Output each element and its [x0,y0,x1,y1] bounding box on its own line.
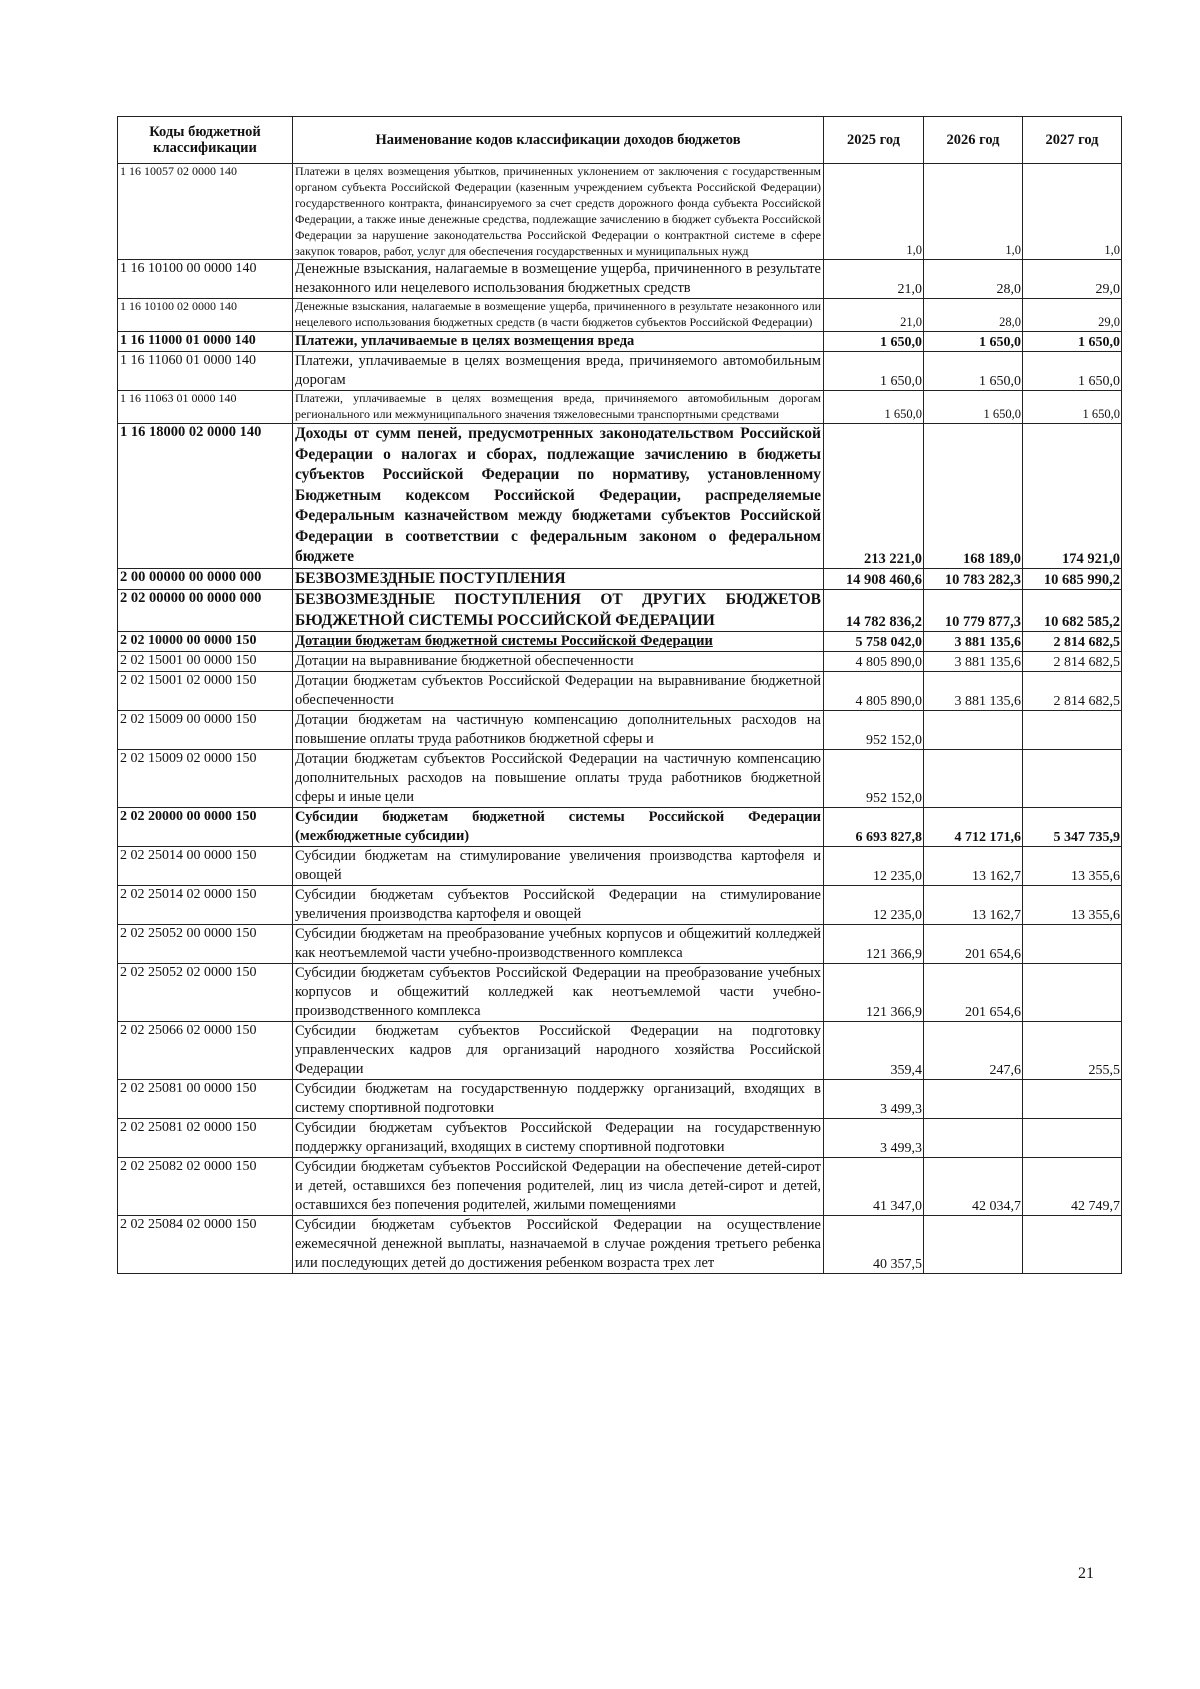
value-2027-cell [1023,1216,1122,1274]
value-2025-cell: 1 650,0 [824,332,924,352]
name-cell: Дотации бюджетам субъектов Российской Федерации на частичную компенсацию дополнительных расходов на повышение оплаты труда работников бюджетной сферы и иные цели [293,750,824,808]
value-2025-cell: 14 908 460,6 [824,568,924,590]
name-cell: Субсидии бюджетам субъектов Российской Федерации на преобразование учебных корпусов и общежитий колледжей как неотъемлемой части учебно-производственного комплекса [293,964,824,1022]
table-row [118,1080,1122,1119]
code-cell: 1 16 10057 02 0000 140 [118,164,293,260]
code-cell: 2 02 25081 00 0000 150 [118,1080,293,1119]
budget-revenue-table [117,116,1122,1274]
table-row [118,925,1122,964]
value-2027-cell: 1 650,0 [1023,332,1122,352]
name-cell: Платежи, уплачиваемые в целях возмещения вреда [293,332,824,352]
code-cell: 2 02 25014 02 0000 150 [118,886,293,925]
name-cell: Дотации бюджетам субъектов Российской Федерации на выравнивание бюджетной обеспеченности [293,672,824,711]
value-2027-cell: 13 355,6 [1023,886,1122,925]
code-cell: 2 02 00000 00 0000 000 [118,590,293,632]
budget-revenue-table-sheet [117,116,1121,1274]
value-2025-cell: 1 650,0 [824,352,924,391]
value-2027-cell: 10 682 585,2 [1023,590,1122,632]
value-2027-cell: 10 685 990,2 [1023,568,1122,590]
value-2025-cell: 6 693 827,8 [824,808,924,847]
value-2025-cell: 12 235,0 [824,847,924,886]
value-2025-cell: 21,0 [824,299,924,332]
table-row [118,847,1122,886]
table-row [118,1119,1122,1158]
value-2026-cell: 201 654,6 [924,925,1023,964]
code-cell: 2 02 15001 00 0000 150 [118,652,293,672]
code-cell: 1 16 18000 02 0000 140 [118,424,293,569]
code-cell: 2 02 20000 00 0000 150 [118,808,293,847]
value-2026-cell: 1 650,0 [924,352,1023,391]
name-cell: БЕЗВОЗМЕЗДНЫЕ ПОСТУПЛЕНИЯ [293,568,824,590]
name-cell: БЕЗВОЗМЕЗДНЫЕ ПОСТУПЛЕНИЯ ОТ ДРУГИХ БЮДЖЕТОВ БЮДЖЕТНОЙ СИСТЕМЫ РОССИЙСКОЙ ФЕДЕРАЦИИ [293,590,824,632]
value-2027-cell: 13 355,6 [1023,847,1122,886]
name-cell: Субсидии бюджетам на преобразование учебных корпусов и общежитий колледжей как неотъемлемой части учебно-производственного комплекса [293,925,824,964]
value-2026-cell: 13 162,7 [924,886,1023,925]
table-row [118,590,1122,632]
table-row [118,808,1122,847]
value-2025-cell: 21,0 [824,260,924,299]
value-2026-cell: 10 783 282,3 [924,568,1023,590]
value-2025-cell: 359,4 [824,1022,924,1080]
value-2026-cell: 168 189,0 [924,424,1023,569]
value-2027-cell: 29,0 [1023,299,1122,332]
value-2027-cell: 255,5 [1023,1022,1122,1080]
value-2025-cell: 213 221,0 [824,424,924,569]
value-2025-cell: 12 235,0 [824,886,924,925]
value-2025-cell: 3 499,3 [824,1080,924,1119]
value-2027-cell: 5 347 735,9 [1023,808,1122,847]
table-row [118,711,1122,750]
code-cell: 1 16 11060 01 0000 140 [118,352,293,391]
page-number: 21 [1078,1565,1094,1582]
value-2025-cell: 41 347,0 [824,1158,924,1216]
value-2026-cell [924,1119,1023,1158]
name-cell: Платежи, уплачиваемые в целях возмещения вреда, причиняемого автомобильным дорогам [293,352,824,391]
table-row [118,352,1122,391]
value-2025-cell: 5 758 042,0 [824,632,924,652]
value-2026-cell [924,750,1023,808]
value-2026-cell: 1 650,0 [924,332,1023,352]
code-cell: 1 16 10100 00 0000 140 [118,260,293,299]
header-code: Коды бюджетной классификации [118,117,293,164]
code-cell: 2 02 25082 02 0000 150 [118,1158,293,1216]
value-2026-cell [924,1216,1023,1274]
table-row [118,391,1122,424]
value-2027-cell: 1 650,0 [1023,352,1122,391]
code-cell: 1 16 11000 01 0000 140 [118,332,293,352]
table-row [118,672,1122,711]
name-cell: Субсидии бюджетам на государственную поддержку организаций, входящих в систему спортивной подготовки [293,1080,824,1119]
value-2025-cell: 121 366,9 [824,925,924,964]
value-2026-cell: 1 650,0 [924,391,1023,424]
name-cell: Субсидии бюджетам на стимулирование увеличения производства картофеля и овощей [293,847,824,886]
value-2027-cell [1023,750,1122,808]
name-cell: Субсидии бюджетам субъектов Российской Федерации на подготовку управленческих кадров для организаций народного хозяйства Российской Федерации [293,1022,824,1080]
code-cell: 2 02 25084 02 0000 150 [118,1216,293,1274]
value-2025-cell: 1,0 [824,164,924,260]
name-cell: Дотации бюджетам бюджетной системы Российской Федерации [293,632,824,652]
table-row [118,332,1122,352]
value-2025-cell: 952 152,0 [824,711,924,750]
name-cell: Субсидии бюджетам субъектов Российской Федерации на осуществление ежемесячной денежной выплаты, назначаемой в случае рождения третьего ребенка или последующих детей до достижения ребенком возраста трех лет [293,1216,824,1274]
code-cell: 2 02 10000 00 0000 150 [118,632,293,652]
table-row [118,568,1122,590]
value-2025-cell: 3 499,3 [824,1119,924,1158]
table-row [118,964,1122,1022]
table-row [118,652,1122,672]
value-2026-cell: 28,0 [924,260,1023,299]
table-row [118,424,1122,569]
code-cell: 2 02 25081 02 0000 150 [118,1119,293,1158]
code-cell: 2 02 15009 02 0000 150 [118,750,293,808]
table-row [118,1158,1122,1216]
value-2025-cell: 4 805 890,0 [824,672,924,711]
value-2027-cell [1023,711,1122,750]
value-2027-cell: 1,0 [1023,164,1122,260]
value-2025-cell: 14 782 836,2 [824,590,924,632]
table-row [118,260,1122,299]
value-2027-cell [1023,1080,1122,1119]
value-2025-cell: 952 152,0 [824,750,924,808]
value-2026-cell: 28,0 [924,299,1023,332]
name-cell: Дотации бюджетам на частичную компенсацию дополнительных расходов на повышение оплаты труда работников бюджетной сферы и [293,711,824,750]
header-name: Наименование кодов классификации доходов бюджетов [293,117,824,164]
name-cell: Доходы от сумм пеней, предусмотренных законодательством Российской Федерации о налогах и сборах, подлежащие зачислению в бюджеты субъектов Российской Федерации по нормативу, установленному Бюджетным кодексом Российской Федерации, распределяемые Федеральным казначейством между бюджетами субъектов Российской Федерации в соответствии с федеральным законом о федеральном бюджете [293,424,824,569]
value-2026-cell: 4 712 171,6 [924,808,1023,847]
value-2027-cell: 29,0 [1023,260,1122,299]
value-2027-cell: 2 814 682,5 [1023,632,1122,652]
value-2027-cell [1023,1119,1122,1158]
name-cell: Субсидии бюджетам субъектов Российской Федерации на государственную поддержку организаций, входящих в систему спортивной подготовки [293,1119,824,1158]
code-cell: 2 02 25014 00 0000 150 [118,847,293,886]
value-2027-cell: 2 814 682,5 [1023,672,1122,711]
value-2026-cell: 3 881 135,6 [924,672,1023,711]
header-2026: 2026 год [924,117,1023,164]
value-2026-cell: 1,0 [924,164,1023,260]
name-cell: Платежи в целях возмещения убытков, причиненных уклонением от заключения с государственным органом субъекта Российской Федерации (казенным учреждением субъекта Российской Федерации) государственного контракта, финансируемого за счет средств дорожного фонда субъекта Российской Федерации, а также иные денежные средства, подлежащие зачислению в бюджет субъекта Российской Федерации за нарушение законодательства Российской Федерации о контрактной системе в сфере закупок товаров, работ, услуг для обеспечения государственных и муниципальных нужд [293,164,824,260]
header-2025: 2025 год [824,117,924,164]
table-row [118,1216,1122,1274]
value-2026-cell: 42 034,7 [924,1158,1023,1216]
table-row [118,164,1122,260]
value-2026-cell: 3 881 135,6 [924,652,1023,672]
table-row [118,299,1122,332]
code-cell: 2 02 25052 02 0000 150 [118,964,293,1022]
value-2025-cell: 4 805 890,0 [824,652,924,672]
table-row [118,632,1122,652]
name-cell: Субсидии бюджетам субъектов Российской Федерации на стимулирование увеличения производства картофеля и овощей [293,886,824,925]
name-cell: Денежные взыскания, налагаемые в возмещение ущерба, причиненного в результате незаконного или нецелевого использования бюджетных средств [293,260,824,299]
value-2027-cell: 2 814 682,5 [1023,652,1122,672]
value-2025-cell: 1 650,0 [824,391,924,424]
name-cell: Дотации на выравнивание бюджетной обеспеченности [293,652,824,672]
code-cell: 2 02 25052 00 0000 150 [118,925,293,964]
table-row [118,1022,1122,1080]
value-2026-cell: 10 779 877,3 [924,590,1023,632]
name-cell: Денежные взыскания, налагаемые в возмещение ущерба, причиненного в результате незаконного или нецелевого использования бюджетных средств (в части бюджетов субъектов Российской Федерации) [293,299,824,332]
name-cell: Субсидии бюджетам субъектов Российской Федерации на обеспечение детей-сирот и детей, оставшихся без попечения родителей, лиц из числа детей-сирот и детей, оставшихся без попечения родителей, жилыми помещениями [293,1158,824,1216]
value-2026-cell: 201 654,6 [924,964,1023,1022]
code-cell: 2 00 00000 00 0000 000 [118,568,293,590]
code-cell: 2 02 15001 02 0000 150 [118,672,293,711]
value-2027-cell: 1 650,0 [1023,391,1122,424]
table-row [118,886,1122,925]
table-header-row [118,117,1122,164]
value-2025-cell: 40 357,5 [824,1216,924,1274]
value-2026-cell: 247,6 [924,1022,1023,1080]
value-2026-cell [924,1080,1023,1119]
value-2025-cell: 121 366,9 [824,964,924,1022]
code-cell: 1 16 10100 02 0000 140 [118,299,293,332]
name-cell: Субсидии бюджетам бюджетной системы Российской Федерации (межбюджетные субсидии) [293,808,824,847]
value-2026-cell: 3 881 135,6 [924,632,1023,652]
header-2027: 2027 год [1023,117,1122,164]
table-row [118,750,1122,808]
code-cell: 2 02 15009 00 0000 150 [118,711,293,750]
name-cell: Платежи, уплачиваемые в целях возмещения вреда, причиняемого автомобильным дорогам регионального или межмуниципального значения тяжеловесными транспортными средствами [293,391,824,424]
value-2027-cell [1023,964,1122,1022]
value-2027-cell [1023,925,1122,964]
value-2027-cell: 42 749,7 [1023,1158,1122,1216]
value-2026-cell [924,711,1023,750]
value-2026-cell: 13 162,7 [924,847,1023,886]
code-cell: 1 16 11063 01 0000 140 [118,391,293,424]
code-cell: 2 02 25066 02 0000 150 [118,1022,293,1080]
value-2027-cell: 174 921,0 [1023,424,1122,569]
